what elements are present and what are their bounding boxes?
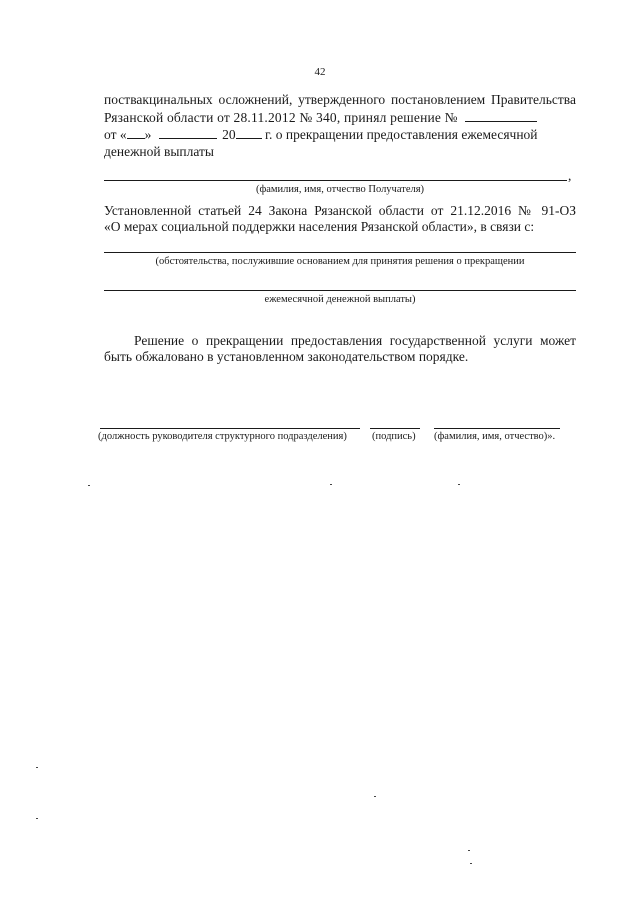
scan-speck (374, 796, 376, 797)
decision-date-line (104, 127, 576, 143)
recipient-caption: (фамилия, имя, отчество Получателя) (255, 184, 425, 195)
scan-speck (468, 850, 470, 851)
appeal-line-1: Решение о прекращении предоставления государственной услуги может (134, 333, 576, 348)
day-blank (127, 127, 145, 139)
decision-intro-line-4: денежной выплаты (104, 144, 214, 159)
appeal-line-2: быть обжаловано в установленном законодательством порядке. (104, 349, 469, 364)
scan-speck (470, 863, 472, 864)
scan-speck (330, 484, 332, 485)
scan-speck (88, 485, 90, 486)
basis-line-1: Установленной статьей 24 Закона Рязанской области от 21.12.2016 № 91-ОЗ (104, 203, 576, 218)
recipient-name-line (104, 180, 567, 181)
date-quote-close: » (144, 127, 152, 142)
recipient-line-comma: , (568, 168, 572, 183)
signature-caption: (подпись) (372, 431, 416, 442)
scan-speck (36, 767, 38, 768)
decision-intro-line-2 (104, 110, 576, 126)
decision-intro-line-1: поствакцинальных осложнений, утвержденного постановлением Правительства (104, 92, 576, 107)
termination-text: г. о прекращении предоставления ежемесячной (264, 127, 538, 142)
signature-line (370, 428, 420, 429)
decision-number-blank (465, 110, 537, 122)
position-caption: (должность руководителя структурного подразделения) (98, 431, 347, 442)
page-number: 42 (314, 66, 326, 78)
year-prefix: 20 (222, 127, 236, 142)
circumstances-line-1 (104, 252, 576, 253)
position-line (100, 428, 360, 429)
circumstances-line-2 (104, 290, 576, 291)
full-name-line (434, 428, 560, 429)
circumstances-caption-2: ежемесячной денежной выплаты) (264, 294, 416, 305)
circumstances-caption-1: (обстоятельства, послужившие основанием для принятия решения о прекращении (155, 256, 525, 267)
name-caption: (фамилия, имя, отчество)». (434, 431, 556, 442)
month-blank (159, 127, 217, 139)
basis-line-2: «О мерах социальной поддержки населения Рязанской области», в связи с: (104, 219, 535, 234)
scan-speck (36, 818, 38, 819)
decision-intro-line-2-text: Рязанской области от 28.11.2012 № 340, принял решение № (104, 110, 458, 125)
scan-speck (458, 484, 460, 485)
year-blank (236, 127, 262, 139)
date-from-label: от « (104, 127, 127, 142)
